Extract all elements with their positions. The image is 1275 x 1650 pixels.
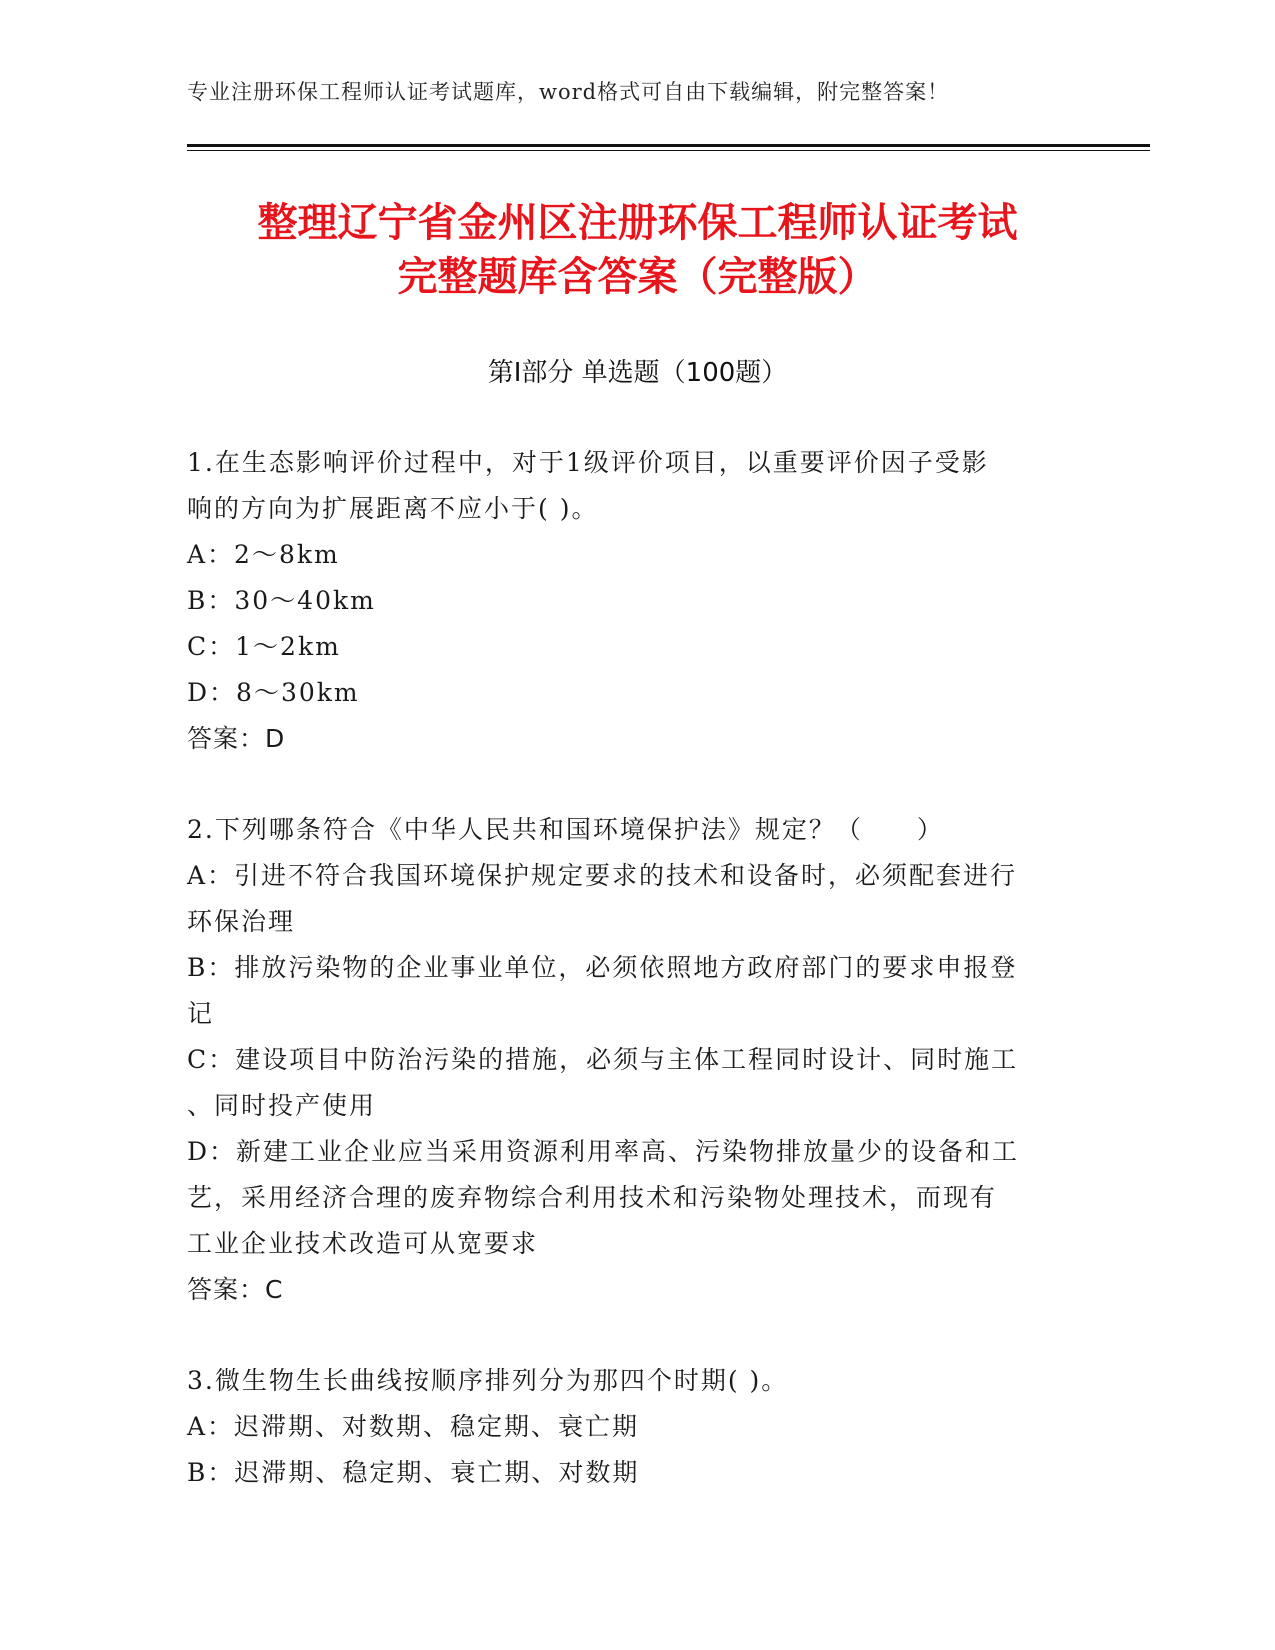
answer-option <box>187 853 1087 945</box>
question-text: 3.微生物生长曲线按顺序排列分为那四个时期( )。 <box>187 1366 789 1395</box>
option-text: D：8～30km <box>187 678 360 707</box>
question-block <box>187 1358 1087 1496</box>
answer-option <box>187 578 1087 624</box>
question-list <box>187 440 1087 1496</box>
option-text: 工业企业技术改造可从宽要求 <box>187 1229 539 1258</box>
answer-option <box>187 1450 1087 1496</box>
option-text: C：1～2km <box>187 632 341 661</box>
answer-key: 答案：C <box>187 1275 284 1304</box>
answer-option <box>187 532 1087 578</box>
option-text: A：迟滞期、对数期、稳定期、衰亡期 <box>187 1412 640 1441</box>
option-text: B：排放污染物的企业事业单位，必须依照地方政府部门的要求申报登 <box>187 953 1018 982</box>
document-title <box>150 196 1125 304</box>
question-block <box>187 440 1087 762</box>
answer-option <box>187 1404 1087 1450</box>
question-text: 响的方向为扩展距离不应小于( )。 <box>187 494 599 523</box>
option-text: D：新建工业企业应当采用资源利用率高、污染物排放量少的设备和工 <box>187 1137 1020 1166</box>
section-title: 第Ⅰ部分 单选题（100题） <box>487 358 788 388</box>
option-text: A：2～8km <box>187 540 340 569</box>
answer-key: 答案：D <box>187 724 286 753</box>
document-title-line-1: 整理辽宁省金州区注册环保工程师认证考试 <box>257 200 1018 246</box>
question-text: 2.下列哪条符合《中华人民共和国环境保护法》规定？（ ） <box>187 815 944 844</box>
question-spacer <box>187 1313 1087 1358</box>
option-text: 、同时投产使用 <box>187 1091 377 1120</box>
header-rule-thin <box>187 150 1150 151</box>
option-text: 艺，采用经济合理的废弃物综合利用技术和污染物处理技术，而现有 <box>187 1183 998 1212</box>
option-text: B：30～40km <box>187 586 376 615</box>
answer-option <box>187 945 1087 1037</box>
option-text: C：建设项目中防治污染的措施，必须与主体工程同时设计、同时施工 <box>187 1045 1019 1074</box>
header-rule-thick <box>187 144 1150 147</box>
answer-option <box>187 670 1087 716</box>
option-text: 记 <box>187 999 215 1028</box>
question-text: 1.在生态影响评价过程中，对于1级评价项目，以重要评价因子受影 <box>187 448 989 477</box>
question-spacer <box>187 762 1087 807</box>
document-title-line-2: 完整题库含答案（完整版） <box>397 254 878 300</box>
option-text: B：迟滞期、稳定期、衰亡期、对数期 <box>187 1458 640 1487</box>
answer-option <box>187 1037 1087 1129</box>
answer-option <box>187 1129 1087 1267</box>
option-text: 环保治理 <box>187 907 296 936</box>
question-block <box>187 807 1087 1313</box>
option-text: A：引进不符合我国环境保护规定要求的技术和设备时，必须配套进行 <box>187 861 1018 890</box>
answer-option <box>187 624 1087 670</box>
header-note: 专业注册环保工程师认证考试题库，word格式可自由下载编辑，附完整答案！ <box>187 80 950 104</box>
